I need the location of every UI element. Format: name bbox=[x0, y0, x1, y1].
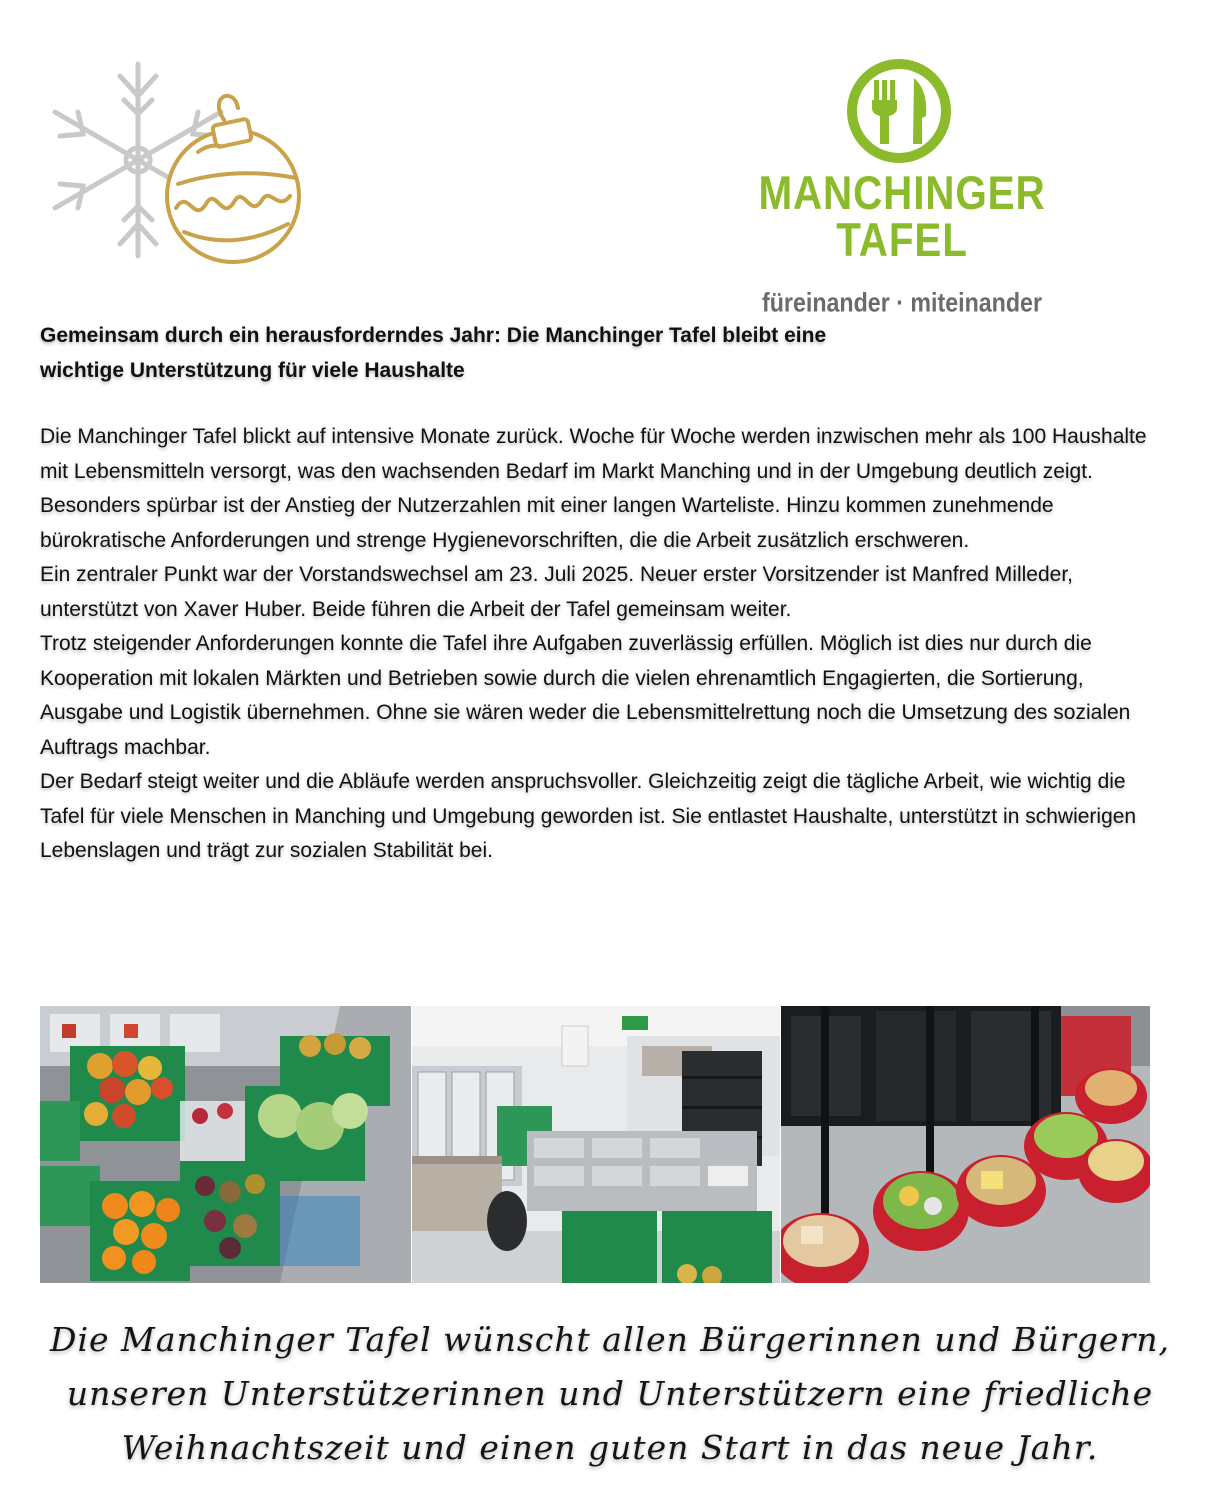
article-headline bbox=[40, 318, 1150, 388]
greeting-line-1: Die Manchinger Tafel wünscht allen Bürgerinnen und Bürgern, bbox=[50, 1320, 1170, 1359]
article-paragraph: Trotz steigender Anforderungen konnte die Tafel ihre Aufgaben zuverlässig erfüllen. Möglich ist dies nur durch die Kooperation mit lokalen Märkten und Betrieben sowie durch die vielen ehrenamtlich Engagierten, die Sortierung, Ausgabe und Logistik übernehmen. Ohne sie wären weder die Lebensmittelrettung noch die Umsetzung des sozialen Auftrags machbar. bbox=[40, 632, 1131, 759]
photo-storage-room bbox=[412, 1006, 780, 1283]
greeting-line-3: Weihnachtszeit und einen guten Start in das neue Jahr. bbox=[121, 1428, 1099, 1467]
headline-line-1: Gemeinsam durch ein herausforderndes Jahr: Die Manchinger Tafel bleibt eine bbox=[40, 324, 827, 347]
manchinger-tafel-logo bbox=[684, 56, 1120, 318]
holiday-greeting bbox=[40, 1313, 1180, 1475]
article-body bbox=[40, 420, 1150, 869]
photo-produce-crates bbox=[40, 1006, 411, 1283]
article-paragraph: Ein zentraler Punkt war der Vorstandswechsel am 23. Juli 2025. Neuer erster Vorsitzender ist Manfred Milleder, unterstützt von Xaver Huber. Beide führen die Arbeit der Tafel gemeinsam weiter. bbox=[40, 563, 1073, 621]
fork-knife-icon bbox=[844, 56, 954, 166]
article-paragraph: Die Manchinger Tafel blickt auf intensive Monate zurück. Woche für Woche werden inzwischen mehr als 100 Haushalte mit Lebensmitteln versorgt, was den wachsenden Bedarf im Markt Manching und in der Umgebung deutlich zeigt. Besonders spürbar ist der Anstieg der Nutzerzahlen mit einer langen Warteliste. Hinzu kommen zunehmende bürokratische Anforderungen und strenge Hygienevorschriften, die die Arbeit zusätzlich erschweren. bbox=[40, 425, 1147, 552]
logo-slogan: füreinander · miteinander bbox=[762, 287, 1042, 318]
photo-strip bbox=[40, 1006, 1150, 1283]
headline-line-2: wichtige Unterstützung für viele Haushalte bbox=[40, 359, 465, 382]
christmas-ornament-icon bbox=[38, 56, 308, 271]
logo-name: MANCHINGER TAFEL bbox=[758, 166, 1046, 266]
snowflake-and-bauble-graphic bbox=[38, 56, 308, 271]
photo-shopping-baskets bbox=[781, 1006, 1150, 1283]
greeting-line-2: unseren Unterstützerinnen und Unterstützern eine friedliche bbox=[66, 1374, 1154, 1413]
bauble-icon bbox=[167, 96, 299, 262]
article-paragraph: Der Bedarf steigt weiter und die Abläufe werden anspruchsvoller. Gleichzeitig zeigt die tägliche Arbeit, wie wichtig die Tafel für viele Menschen in Manching und Umgebung geworden ist. Sie entlastet Haushalte, unterstützt in schwierigen Lebenslagen und trägt zur sozialen Stabilität bei. bbox=[40, 770, 1137, 862]
